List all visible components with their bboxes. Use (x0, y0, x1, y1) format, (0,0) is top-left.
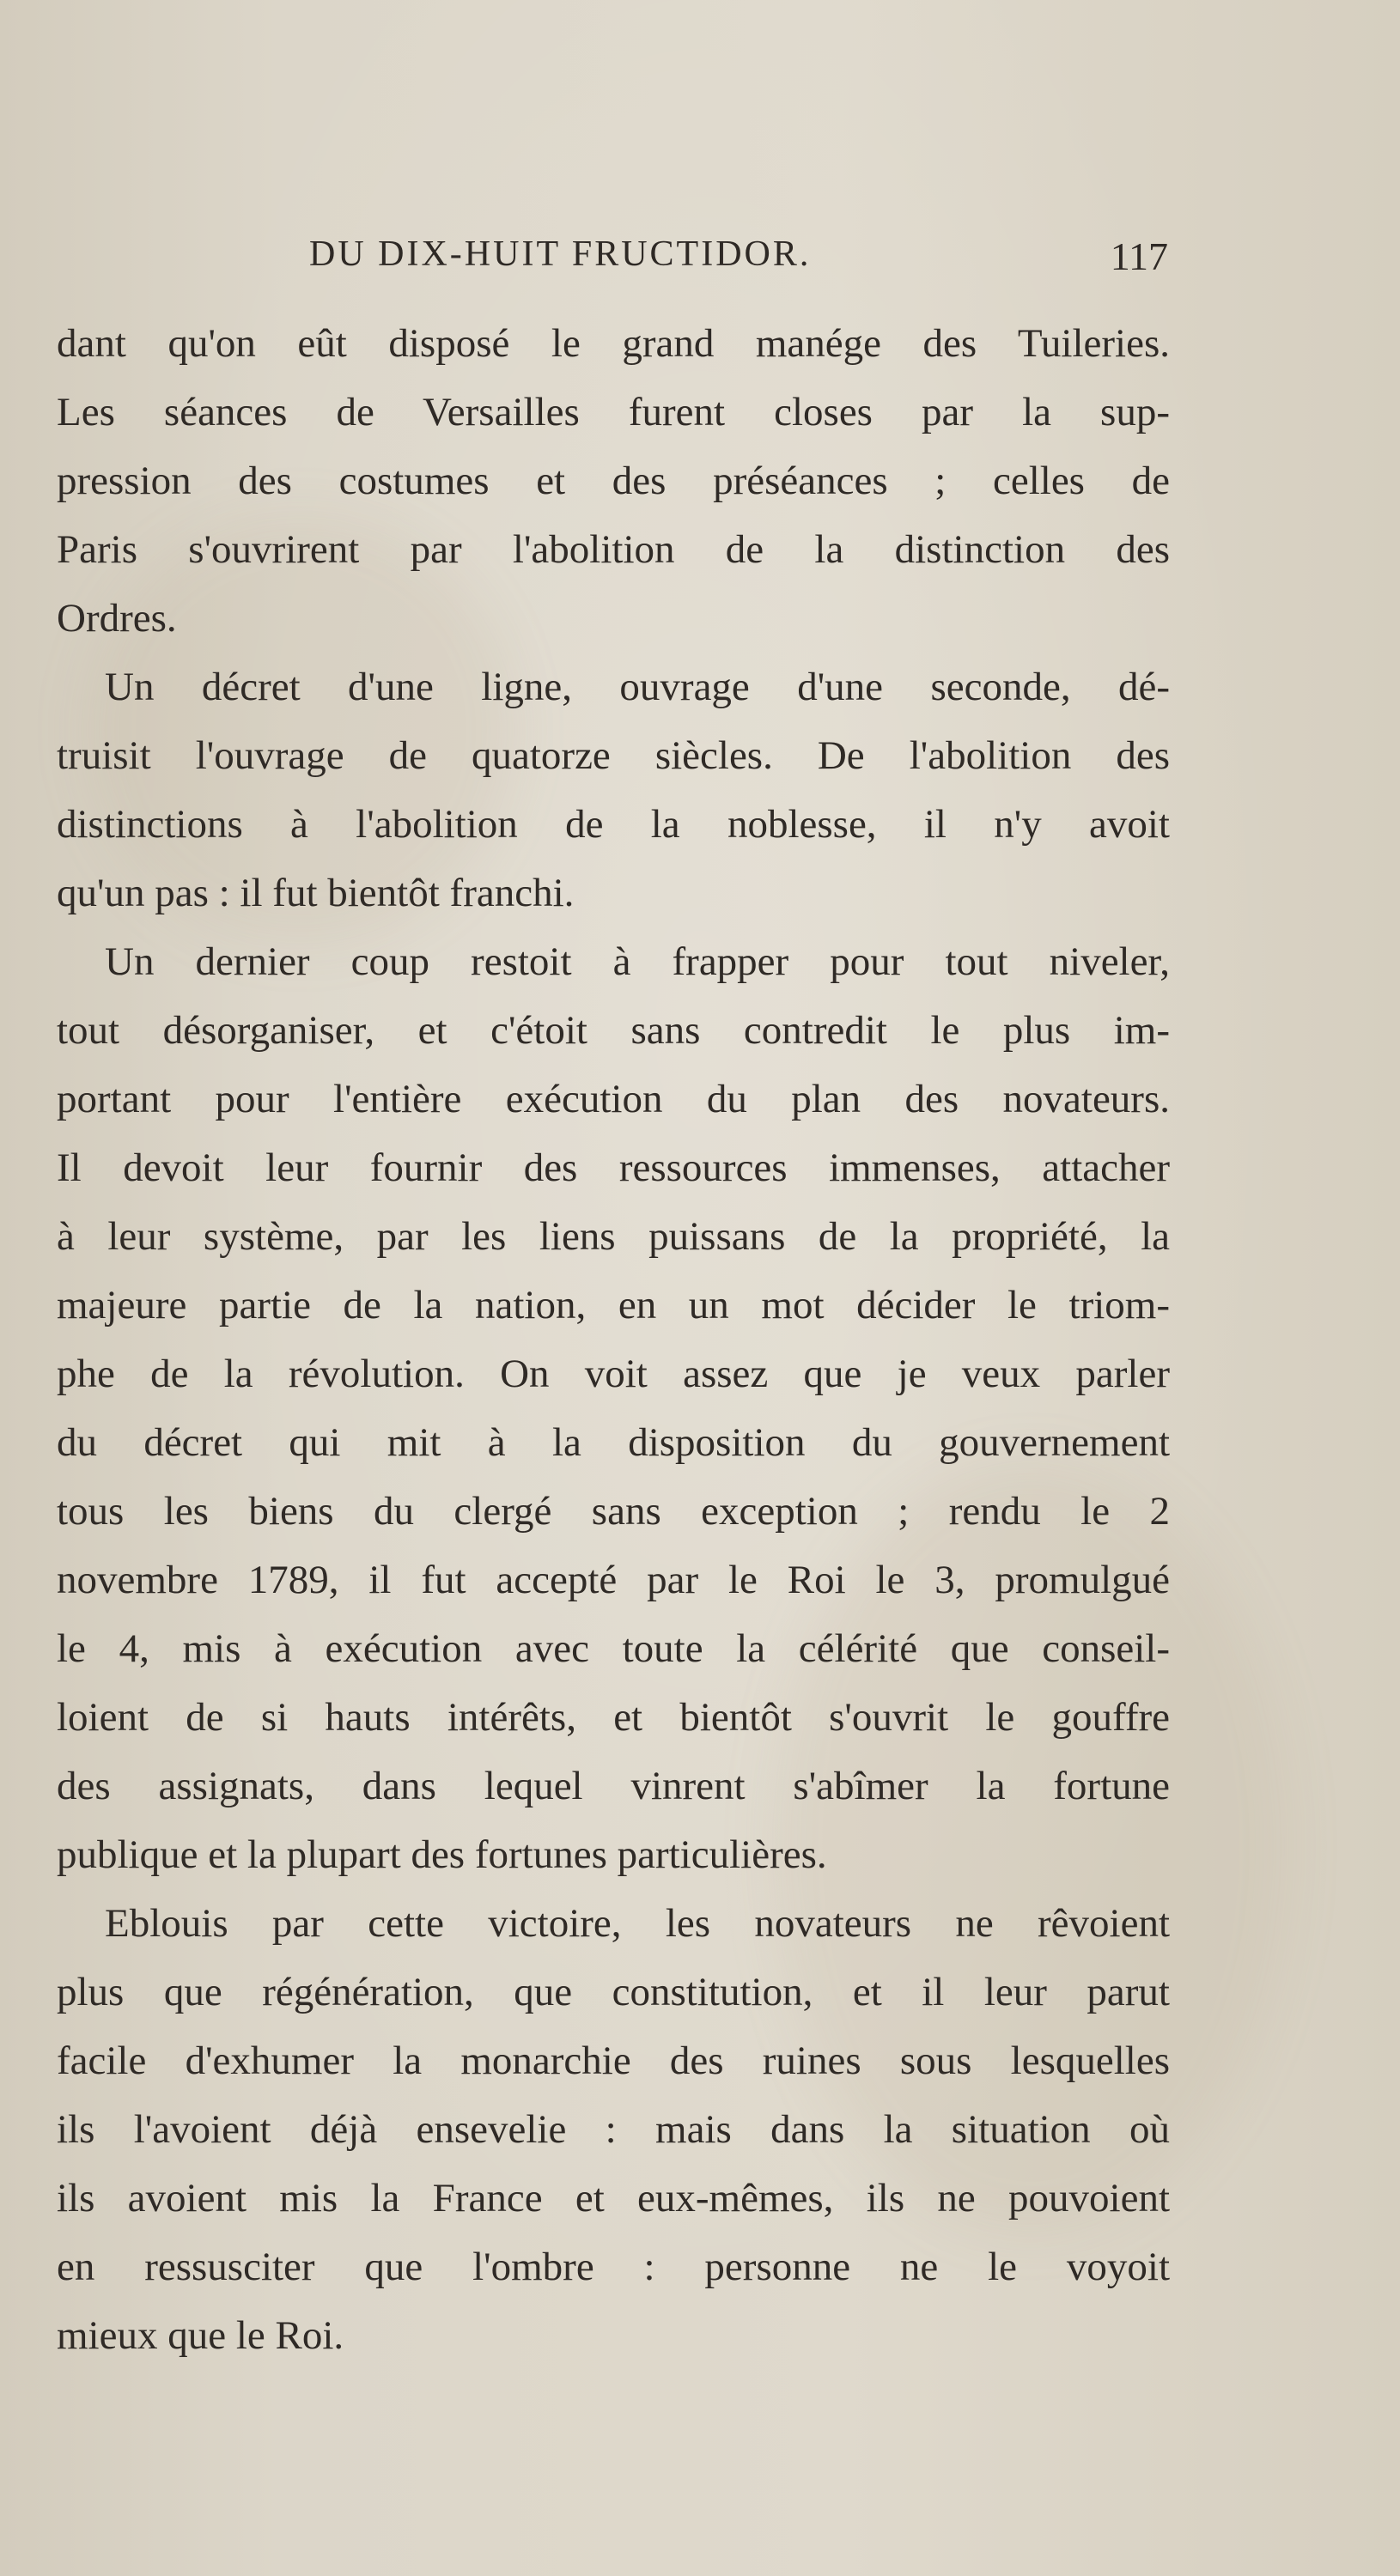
text-line: Il devoit leur fournir des ressources immenses, attacher (57, 1145, 1170, 1190)
paragraph (57, 653, 1170, 927)
text-line: plus que régénération, que constitution, et il leur parut (57, 1970, 1170, 2014)
text-line: Un dernier coup restoit à frapper pour tout niveler, (105, 939, 1170, 984)
text-line: loient de si hauts intérêts, et bientôt s'ouvrit le gouffre (57, 1695, 1170, 1740)
text-line: facile d'exhumer la monarchie des ruines sous lesquelles (57, 2038, 1170, 2083)
text-line: truisit l'ouvrage de quatorze siècles. De l'abolition des (57, 733, 1170, 778)
text-line: distinctions à l'abolition de la noblesse, il n'y avoit (57, 802, 1170, 847)
text-line: mieux que le Roi. (57, 2313, 344, 2358)
text-line: dant qu'on eût disposé le grand manége des Tuileries. (57, 321, 1170, 366)
page-number: 117 (1110, 234, 1168, 278)
text-line: le 4, mis à exécution avec toute la célérité que conseil- (57, 1626, 1170, 1671)
text-line: majeure partie de la nation, en un mot décider le triom- (57, 1283, 1170, 1327)
text-line: portant pour l'entière exécution du plan des novateurs. (57, 1077, 1170, 1121)
paragraph (57, 309, 1170, 653)
text-line: tous les biens du clergé sans exception ; rendu le 2 (57, 1489, 1170, 1534)
text-line: phe de la révolution. On voit assez que je veux parler (57, 1352, 1170, 1396)
text-line: en ressusciter que l'ombre : personne ne le voyoit (57, 2245, 1170, 2289)
text-line: pression des costumes et des préséances ; celles de (57, 459, 1170, 503)
paragraph (57, 1889, 1170, 2370)
text-line: ils avoient mis la France et eux-mêmes, ils ne pouvoient (57, 2176, 1170, 2221)
text-line: Ordres. (57, 596, 177, 641)
text-line: Un décret d'une ligne, ouvrage d'une seconde, dé- (105, 665, 1170, 709)
text-line: des assignats, dans lequel vinrent s'abîmer la fortune (57, 1764, 1170, 1808)
text-line: Les séances de Versailles furent closes par la sup- (57, 390, 1170, 434)
text-line: du décret qui mit à la disposition du gouvernement (57, 1420, 1170, 1465)
body-text (57, 309, 1170, 2370)
text-line: ils l'avoient déjà ensevelie : mais dans la situation où (57, 2107, 1170, 2152)
text-line: Paris s'ouvrirent par l'abolition de la distinction des (57, 527, 1170, 572)
text-line: Eblouis par cette victoire, les novateurs ne rêvoient (105, 1901, 1170, 1946)
text-line: tout désorganiser, et c'étoit sans contredit le plus im- (57, 1008, 1170, 1053)
text-line: publique et la plupart des fortunes particulières. (57, 1832, 827, 1877)
page-header (60, 234, 1168, 285)
paragraph (57, 927, 1170, 1889)
text-line: à leur système, par les liens puissans de la propriété, la (57, 1214, 1170, 1259)
running-title: DU DIX-HUIT FRUCTIDOR. (309, 234, 812, 274)
text-line: qu'un pas : il fut bientôt franchi. (57, 871, 575, 915)
text-line: novembre 1789, il fut accepté par le Roi le 3, promulgué (57, 1558, 1170, 1602)
